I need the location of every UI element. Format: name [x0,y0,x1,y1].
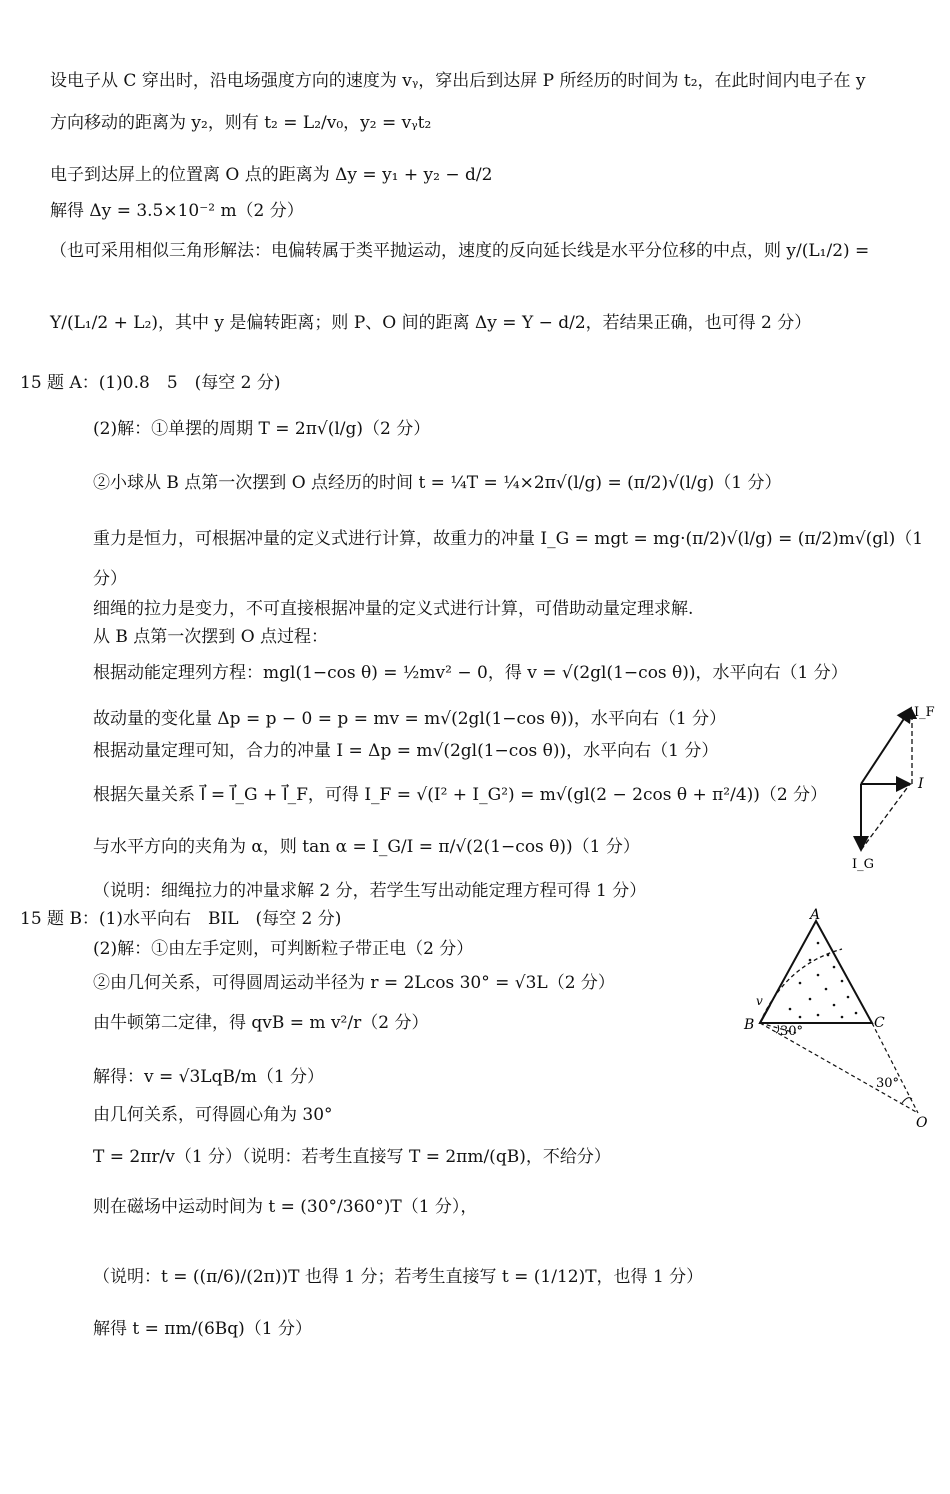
label-I: I [918,776,924,792]
text-line: ②由几何关系，可得圆周运动半径为 r = 2Lcos 30° = √3L（2 分） [93,973,615,993]
text-line: 重力是恒力，可根据冲量的定义式进行计算，故重力的冲量 I_G = mgt = mg·(π/2)√(l/g) = (π/2)m√(gl)（1 [93,529,924,549]
angle-label-B: 30° [780,1024,804,1039]
label-A: A [810,907,821,923]
label-v: v [756,994,763,1008]
text-line: 根据动能定理列方程：mgl(1−cos θ) = ½mv² − 0，得 v = √(2gl(1−cos θ))，水平向右（1 分） [93,663,848,683]
impulse-vector-diagram [840,698,940,878]
text-line: （也可采用相似三角形解法：电偏转属于类平抛运动，速度的反向延长线是水平分位移的中点，则 y/(L₁/2) = [50,241,870,261]
text-line: 分） [93,569,127,589]
label-B: B [744,1017,755,1033]
text-line: 细绳的拉力是变力，不可直接根据冲量的定义式进行计算，可借助动量定理求解. [93,599,694,619]
angle-label-O: 30° [876,1076,900,1091]
text-line: 由几何关系，可得圆心角为 30° [93,1105,333,1125]
text-line: 解得：v = √3LqB/m（1 分） [93,1067,325,1087]
triangle-ABC [760,921,872,1023]
text-line: 从 B 点第一次摆到 O 点过程： [93,627,329,647]
angle-arc-O [902,1098,912,1103]
text-line: 解得 t = πm/(6Bq)（1 分） [93,1319,312,1339]
text-line: 设电子从 C 穿出时，沿电场强度方向的速度为 vᵧ，穿出后到达屏 P 所经历的时间为 t₂，在此时间内电子在 y [50,71,866,91]
section-heading: 15 题 A：(1)0.8 5 (每空 2 分) [20,373,281,393]
angle-arc-B [776,1025,779,1033]
dashed-IG-to-I [861,784,910,850]
label-IG: I_G [852,857,875,872]
text-line: 故动量的变化量 Δp = p − 0 = p = mv = m√(2gl(1−cos θ))，水平向右（1 分） [93,709,727,729]
section-heading: 15 题 B：(1)水平向右 BIL (每空 2 分) [20,909,342,929]
text-line: (2)解：①单摆的周期 T = 2π√(l/g)（2 分） [93,419,431,439]
text-line: （说明：t = ((π/6)/(2π))T 也得 1 分；若考生直接写 t = (1/12)T，也得 1 分） [93,1267,704,1287]
text-line: T = 2πr/v（1 分）（说明：若考生直接写 T = 2πm/(qB)，不给分） [93,1147,611,1167]
text-line: 方向移动的距离为 y₂，则有 t₂ = L₂/v₀，y₂ = vᵧt₂ [50,113,432,133]
text-line: 解得 Δy = 3.5×10⁻² m（2 分） [50,201,304,221]
text-line: 电子到达屏上的位置离 O 点的距离为 Δy = y₁ + y₂ − d/2 [50,165,493,185]
arc-trajectory [760,949,842,1023]
text-line: （说明：细绳拉力的冲量求解 2 分，若学生写出动能定理方程可得 1 分） [93,881,647,901]
text-line: Y/(L₁/2 + L₂)，其中 y 是偏转距离；则 P、O 间的距离 Δy = Y − d/2，若结果正确，也可得 2 分） [50,313,812,333]
text-line: (2)解：①由左手定则，可判断粒子带正电（2 分） [93,939,474,959]
text-line: 根据矢量关系 I⃗ = I⃗_G + I⃗_F，可得 I_F = √(I² + I_G²) = m√(gl(2 − 2cos θ + π²/4))（2 分） [93,785,828,805]
text-line: 则在磁场中运动时间为 t = (30°/360°)T（1 分）， [93,1197,478,1217]
label-O: O [916,1115,928,1130]
label-IF: I_F [914,705,935,720]
text-line: 由牛顿第二定律，得 qvB = m v²/r（2 分） [93,1013,429,1033]
label-C: C [874,1015,885,1031]
text-line: 根据动量定理可知，合力的冲量 I = Δp = m√(2gl(1−cos θ))，水平向右（1 分） [93,741,719,761]
vector-IF [861,708,911,784]
text-line: 与水平方向的夹角为 α，则 tan α = I_G/I = π/√(2(1−cos θ))（1 分） [93,837,640,857]
magnetic-field-triangle-diagram [730,905,935,1130]
text-line: ②小球从 B 点第一次摆到 O 点经历的时间 t = ¼T = ¼×2π√(l/g) = (π/2)√(l/g)（1 分） [93,473,782,493]
